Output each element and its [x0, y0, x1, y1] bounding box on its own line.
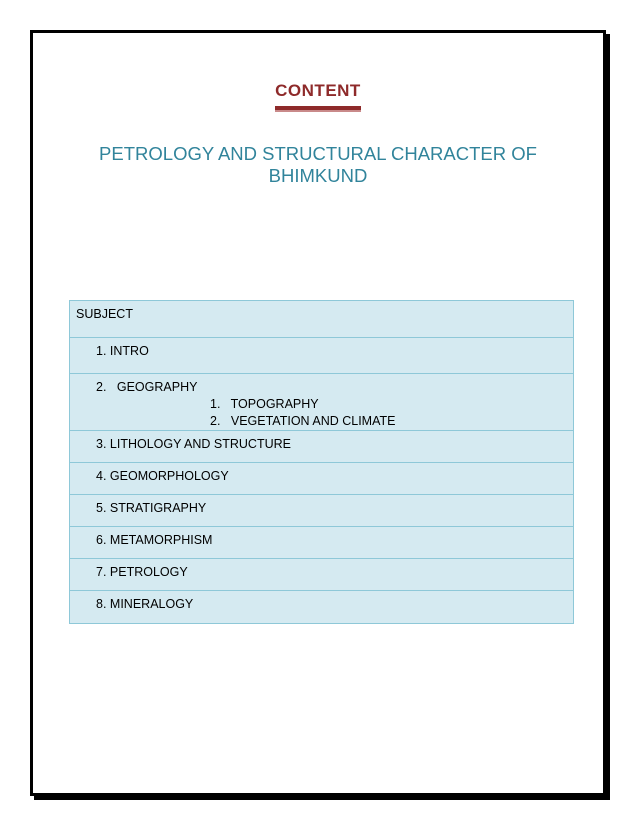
- document-title: PETROLOGY AND STRUCTURAL CHARACTER OF BHIMKUND: [99, 143, 537, 186]
- table-row: [70, 559, 574, 591]
- content-heading: CONTENT: [275, 81, 361, 110]
- contents-table: [69, 300, 574, 624]
- item-number: 1.: [96, 344, 107, 358]
- item-label: METAMORPHISM: [109, 533, 213, 547]
- item-label: PETROLOGY: [109, 565, 188, 579]
- item-label: MINERALOGY: [109, 597, 194, 611]
- subitem-label: VEGETATION AND CLIMATE: [230, 414, 396, 428]
- item-label: GEOMORPHOLOGY: [109, 469, 229, 483]
- item-number: 5.: [96, 501, 107, 515]
- subitem-number: 1.: [210, 397, 221, 411]
- list-item: [70, 431, 573, 453]
- item-number: 4.: [96, 469, 107, 483]
- subitem-label: TOPOGRAPHY: [230, 397, 319, 411]
- table-header: SUBJECT: [76, 307, 133, 321]
- subitem-number: 2.: [210, 414, 221, 428]
- list-item: [70, 559, 573, 581]
- item-number: 6.: [96, 533, 107, 547]
- sub-list-item: [96, 413, 567, 430]
- item-label: GEOGRAPHY: [116, 380, 198, 394]
- list-item: [70, 338, 573, 360]
- list-item: [70, 527, 573, 549]
- table-row: [70, 463, 574, 495]
- table-header-row: [70, 301, 574, 338]
- table-row: [70, 431, 574, 463]
- table-row: [70, 374, 574, 431]
- item-number: 8.: [96, 597, 107, 611]
- sub-list-item: [96, 396, 567, 413]
- item-number: 2.: [96, 380, 107, 394]
- table-row: [70, 591, 574, 624]
- item-number: 3.: [96, 437, 107, 451]
- item-label: LITHOLOGY AND STRUCTURE: [109, 437, 291, 451]
- table-row: [70, 495, 574, 527]
- list-item: [70, 374, 573, 430]
- item-label: STRATIGRAPHY: [109, 501, 207, 515]
- list-item: [70, 591, 573, 613]
- sub-list: [96, 396, 567, 430]
- page-frame: [30, 30, 606, 796]
- item-label: INTRO: [109, 344, 149, 358]
- item-number: 7.: [96, 565, 107, 579]
- list-item: [70, 463, 573, 485]
- table-row: [70, 527, 574, 559]
- table-row: [70, 338, 574, 374]
- content-heading-wrap: [33, 81, 603, 110]
- list-item: [70, 495, 573, 517]
